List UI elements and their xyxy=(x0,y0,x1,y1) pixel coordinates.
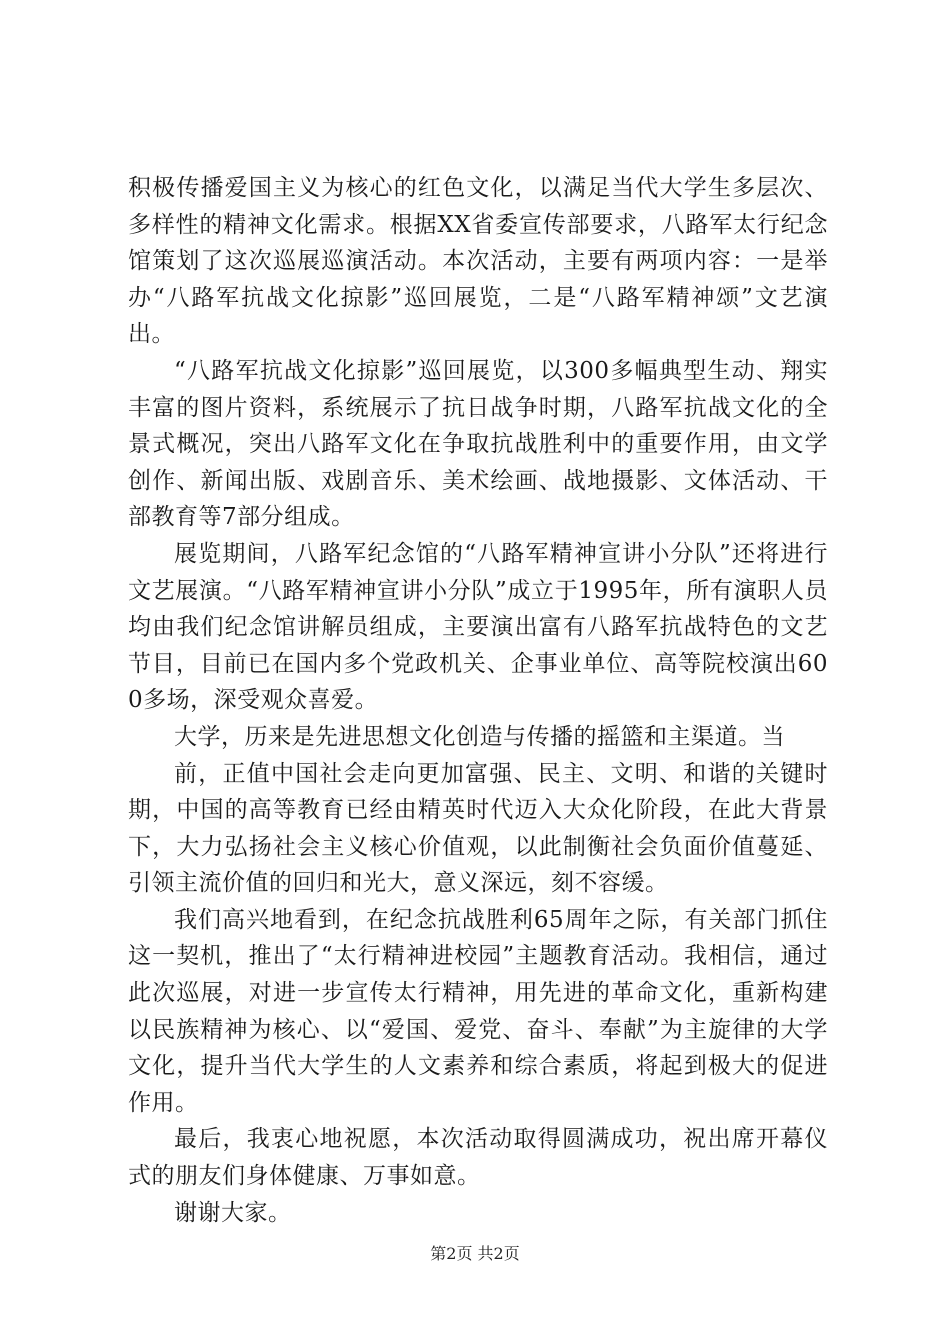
paragraph-current-period: 前，正值中国社会走向更加富强、民主、文明、和谐的关键时期，中国的高等教育已经由精英时代迈入大众化阶段，在此大背景下，大力弘扬社会主义核心价值观，以此制衡社会负面价值蔓延、引领主流价值的回归和光大，意义深远，刻不容缓。 xyxy=(128,760,828,897)
paragraph-performance-team: 展览期间，八路军纪念馆的“八路军精神宣讲小分队”还将进行文艺展演。“八路军精神宣讲小分队”成立于1995年，所有演职人员均由我们纪念馆讲解员组成，主要演出富有八路军抗战特色的文艺节目，目前已在国内多个党政机关、企事业单位、高等院校演出600多场，深受观众喜爱。 xyxy=(128,540,828,714)
document-body xyxy=(128,170,828,1231)
paragraph-closing-wishes: 最后，我衷心地祝愿，本次活动取得圆满成功，祝出席开幕仪式的朋友们身体健康、万事如意。 xyxy=(128,1126,828,1190)
paragraph-activity-intro: 积极传播爱国主义为核心的红色文化，以满足当代大学生多层次、多样性的精神文化需求。根据XX省委宣传部要求，八路军太行纪念馆策划了这次巡展巡演活动。本次活动，主要有两项内容：一是举办“八路军抗战文化掠影”巡回展览，二是“八路军精神颂”文艺演出。 xyxy=(128,175,828,348)
paragraph-campus-activity: 我们高兴地看到，在纪念抗战胜利65周年之际，有关部门抓住这一契机，推出了“太行精神进校园”主题教育活动。我相信，通过此次巡展，对进一步宣传太行精神，用先进的革命文化，重新构建以民族精神为核心、以“爱国、爱党、奋斗、奉献”为主旋律的大学文化，提升当代大学生的人文素养和综合素质，将起到极大的促进作用。 xyxy=(128,906,828,1116)
paragraph-exhibition: “八路军抗战文化掠影”巡回展览，以300多幅典型生动、翔实丰富的图片资料，系统展示了抗日战争时期，八路军抗战文化的全景式概况，突出八路军文化在争取抗战胜利中的重要作用，由文学创作、新闻出版、戏剧音乐、美术绘画、战地摄影、文体活动、干部教育等7部分组成。 xyxy=(128,357,828,531)
paragraph-university-intro: 大学，历来是先进思想文化创造与传播的摇篮和主渠道。当 xyxy=(174,723,785,750)
paragraph-thanks: 谢谢大家。 xyxy=(174,1199,292,1226)
page-number-footer: 第2页 共2页 xyxy=(430,1244,520,1263)
